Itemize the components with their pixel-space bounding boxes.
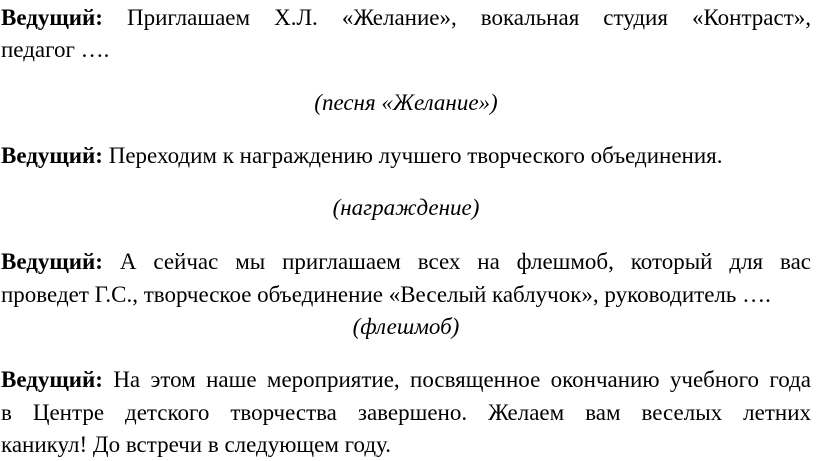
paragraph-text: каникул! До встречи в следующем году. — [1, 432, 392, 457]
speaker-label: Ведущий: — [1, 249, 103, 274]
stage-direction: (флешмоб) — [352, 314, 460, 339]
paragraph-4-line-2 — [1, 399, 811, 427]
paragraph-text: в Центре детского творчества завершено. Желаем вам веселых летних — [1, 400, 811, 425]
paragraph-3-line-2 — [1, 281, 811, 309]
paragraph-2-line-1 — [1, 142, 811, 170]
paragraph-4-line-3 — [1, 431, 811, 459]
speaker-label: Ведущий: — [1, 5, 103, 30]
paragraph-text: На этом наше мероприятие, посвященное окончанию учебного года — [102, 367, 811, 392]
paragraph-4-line-1 — [1, 366, 811, 394]
speaker-label: Ведущий: — [1, 143, 103, 168]
paragraph-text: Приглашаем Х.Л. «Желание», вокальная студия «Контраст», — [102, 5, 811, 30]
paragraph-text: педагог …. — [1, 37, 110, 62]
paragraph-text: А сейчас мы приглашаем всех на флешмоб, который для вас — [102, 249, 811, 274]
paragraph-1-line-1 — [1, 4, 811, 32]
stage-direction: (песня «Желание») — [314, 90, 498, 115]
stage-direction: (награждение) — [332, 195, 480, 220]
paragraph-text: Переходим к награждению лучшего творческого объединения. — [102, 143, 723, 168]
speaker-label: Ведущий: — [1, 367, 103, 392]
paragraph-3-line-1 — [1, 248, 811, 276]
paragraph-1-line-2 — [1, 36, 811, 64]
paragraph-text: проведет Г.С., творческое объединение «Веселый каблучок», руководитель …. — [1, 282, 771, 307]
